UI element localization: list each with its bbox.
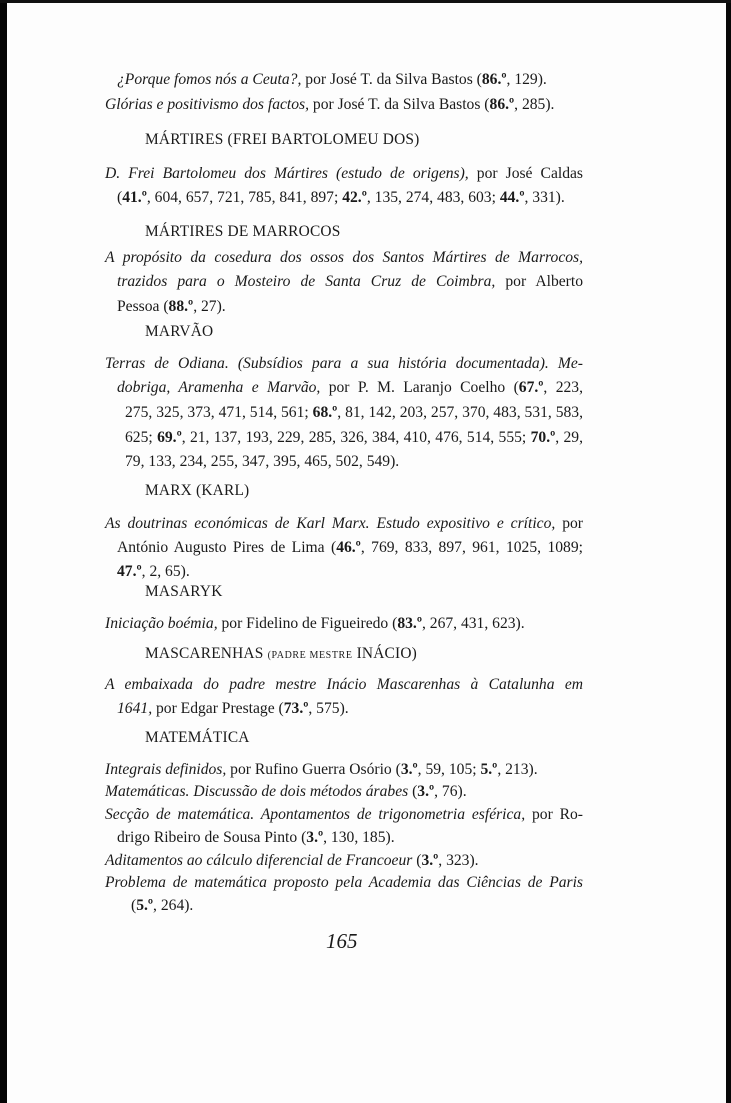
page-number: 165 [326, 929, 358, 953]
entry-problema-de-matematica-line2: (5.º, 264). [131, 897, 194, 914]
entry-marrocos-line3: Pessoa (88.º, 27). [117, 298, 226, 315]
heading-matematica: MATEMÁTICA [145, 729, 250, 746]
entry-terras-de-odiana-line3: 275, 325, 373, 471, 514, 561; 68.º, 81, 142, 203, 257, 370, 483, 531, 583, [125, 404, 583, 421]
entry-seccao-de-matematica-line1: Secção de matemática. Apontamentos de trigonometria esférica, por Ro- [105, 806, 584, 823]
entry-seccao-de-matematica-line2: drigo Ribeiro de Sousa Pinto (3.º, 130, 185). [117, 829, 395, 846]
heading-martires-de-marrocos: MÁRTIRES DE MARROCOS [145, 223, 341, 240]
heading-martires-frei-bartolomeu: MÁRTIRES (FREI BARTOLOMEU DOS) [145, 131, 420, 148]
entry-terras-de-odiana-line2: dobriga, Aramenha e Marvão, por P. M. Laranjo Coelho (67.º, 223, [117, 379, 583, 396]
entry-terras-de-odiana-line1: Terras de Odiana. (Subsídios para a sua história documentada). Me- [105, 355, 583, 372]
entry-aditamentos-calculo-diferencial: Aditamentos ao cálculo diferencial de Francoeur (3.º, 323). [105, 852, 479, 869]
entry-doutrinas-economicas-line1: As doutrinas económicas de Karl Marx. Estudo expositivo e crítico, por [105, 515, 583, 532]
entry-matematicas-metodos-arabes: Matemáticas. Discussão de dois métodos árabes (3.º, 76). [105, 783, 467, 800]
entry-doutrinas-economicas-line2: António Augusto Pires de Lima (46.º, 769, 833, 897, 961, 1025, 1089; [117, 539, 583, 556]
entry-porque-fomos-nos-a-ceuta: ¿Porque fomos nós a Ceuta?, por José T. da Silva Bastos (86.º, 129). [117, 71, 547, 88]
entry-frei-bartolomeu-line1: D. Frei Bartolomeu dos Mártires (estudo de origens), por José Caldas [105, 165, 583, 182]
heading-marvao: MARVÃO [145, 323, 214, 340]
entry-frei-bartolomeu-line2: (41.º, 604, 657, 721, 785, 841, 897; 42.º, 135, 274, 483, 603; 44.º, 331). [117, 189, 565, 206]
entry-marrocos-line1: A propósito da cosedura dos ossos dos Santos Mártires de Marrocos, [105, 249, 583, 266]
heading-mascarenhas: MASCARENHAS (PADRE MESTRE INÁCIO) [145, 645, 417, 662]
entry-integrais-definidos: Integrais definidos, por Rufino Guerra Osório (3.º, 59, 105; 5.º, 213). [105, 761, 538, 778]
entry-marrocos-line2: trazidos para o Mosteiro de Santa Cruz de Coimbra, por Alberto [117, 273, 583, 290]
entry-iniciacao-boemia: Iniciação boémia, por Fidelino de Figueiredo (83.º, 267, 431, 623). [105, 615, 525, 632]
entry-terras-de-odiana-line5: 79, 133, 234, 255, 347, 395, 465, 502, 549). [125, 453, 400, 470]
entry-doutrinas-economicas-line3: 47.º, 2, 65). [117, 563, 190, 580]
heading-masaryk: MASARYK [145, 583, 223, 600]
entry-embaixada-mascarenhas-line2: 1641, por Edgar Prestage (73.º, 575). [117, 700, 349, 717]
entry-embaixada-mascarenhas-line1: A embaixada do padre mestre Inácio Mascarenhas à Catalunha em [105, 676, 583, 693]
entry-terras-de-odiana-line4: 625; 69.º, 21, 137, 193, 229, 285, 326, 384, 410, 476, 514, 555; 70.º, 29, [125, 429, 584, 446]
entry-glorias-e-positivismo: Glórias e positivismo dos factos, por José T. da Silva Bastos (86.º, 285). [105, 96, 555, 113]
heading-marx-karl: MARX (KARL) [145, 482, 250, 499]
entry-problema-de-matematica-line1: Problema de matemática proposto pela Academia das Ciências de Paris [105, 874, 583, 891]
